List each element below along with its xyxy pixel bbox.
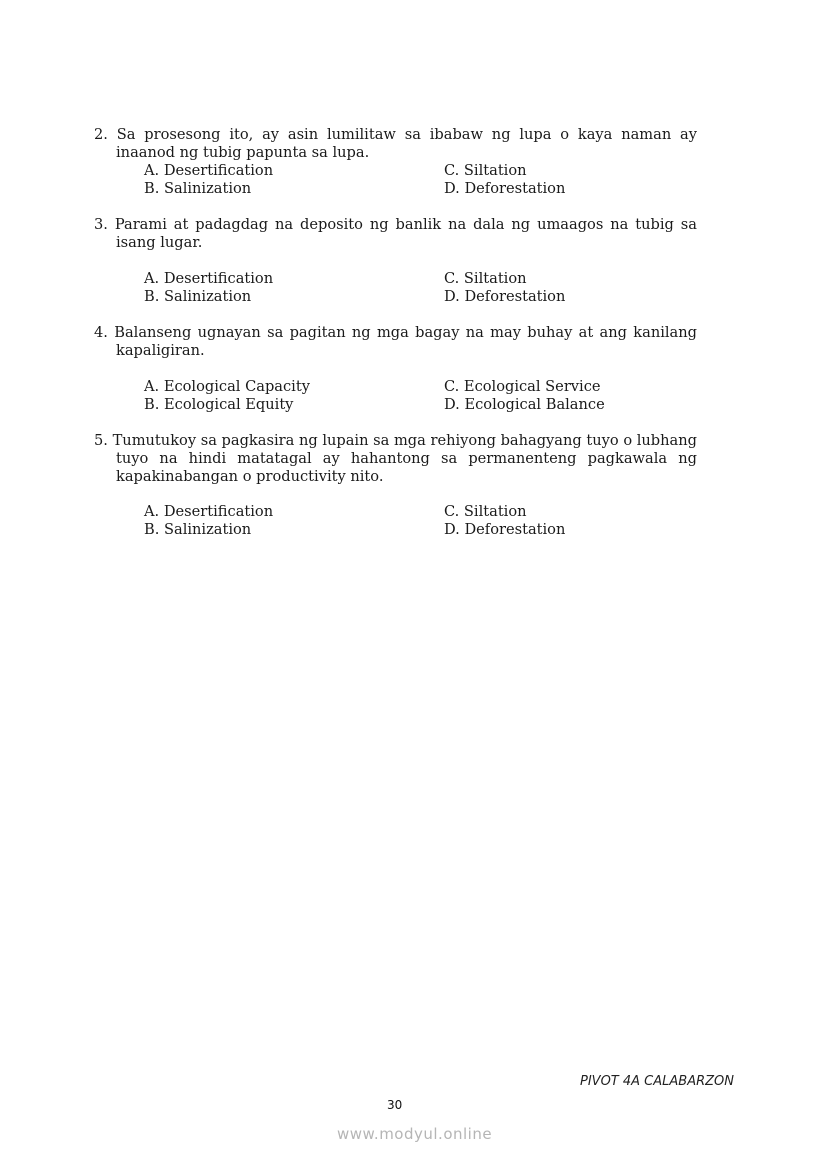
options <box>94 503 697 539</box>
question-3 <box>94 216 697 306</box>
option-a: A. Desertification <box>144 270 274 287</box>
option-d: D. Deforestation <box>444 180 566 197</box>
watermark: www.modyul.online <box>337 1125 493 1143</box>
option-b: B. Salinization <box>144 288 252 305</box>
footer-brand: PIVOT 4A CALABARZON <box>580 1074 734 1089</box>
option-d: D. Deforestation <box>444 521 566 538</box>
options <box>94 378 697 414</box>
question-stem: 5. Tumutukoy sa pagkasira ng lupain sa mga rehiyong bahagyang tuyo o lubhang tuyo na hindi matatagal ay hahantong sa permanenteng pagkawala ng kapakinabangan o productivity nito. <box>94 432 697 485</box>
option-c: C. Ecological Service <box>444 378 601 395</box>
option-b: B. Salinization <box>144 180 252 197</box>
options <box>94 162 697 198</box>
option-d: D. Deforestation <box>444 288 566 305</box>
question-2 <box>94 126 697 198</box>
options <box>94 270 697 306</box>
option-b: B. Salinization <box>144 521 252 538</box>
question-4 <box>94 324 697 414</box>
option-c: C. Siltation <box>444 270 527 287</box>
question-stem: 3. Parami at padagdag na deposito ng banlik na dala ng umaagos na tubig sa isang lugar. <box>94 216 697 251</box>
option-b: B. Ecological Equity <box>144 396 294 413</box>
option-c: C. Siltation <box>444 503 527 520</box>
question-stem: 4. Balanseng ugnayan sa pagitan ng mga bagay na may buhay at ang kanilang kapaligiran. <box>94 324 697 359</box>
option-a: A. Desertification <box>144 162 274 179</box>
question-stem: 2. Sa prosesong ito, ay asin lumilitaw sa ibabaw ng lupa o kaya naman ay inaanod ng tubig papunta sa lupa. <box>94 126 697 161</box>
option-a: A. Desertification <box>144 503 274 520</box>
option-a: A. Ecological Capacity <box>144 378 310 395</box>
page-number: 30 <box>387 1098 403 1112</box>
option-c: C. Siltation <box>444 162 527 179</box>
question-5 <box>94 432 697 539</box>
option-d: D. Ecological Balance <box>444 396 605 413</box>
